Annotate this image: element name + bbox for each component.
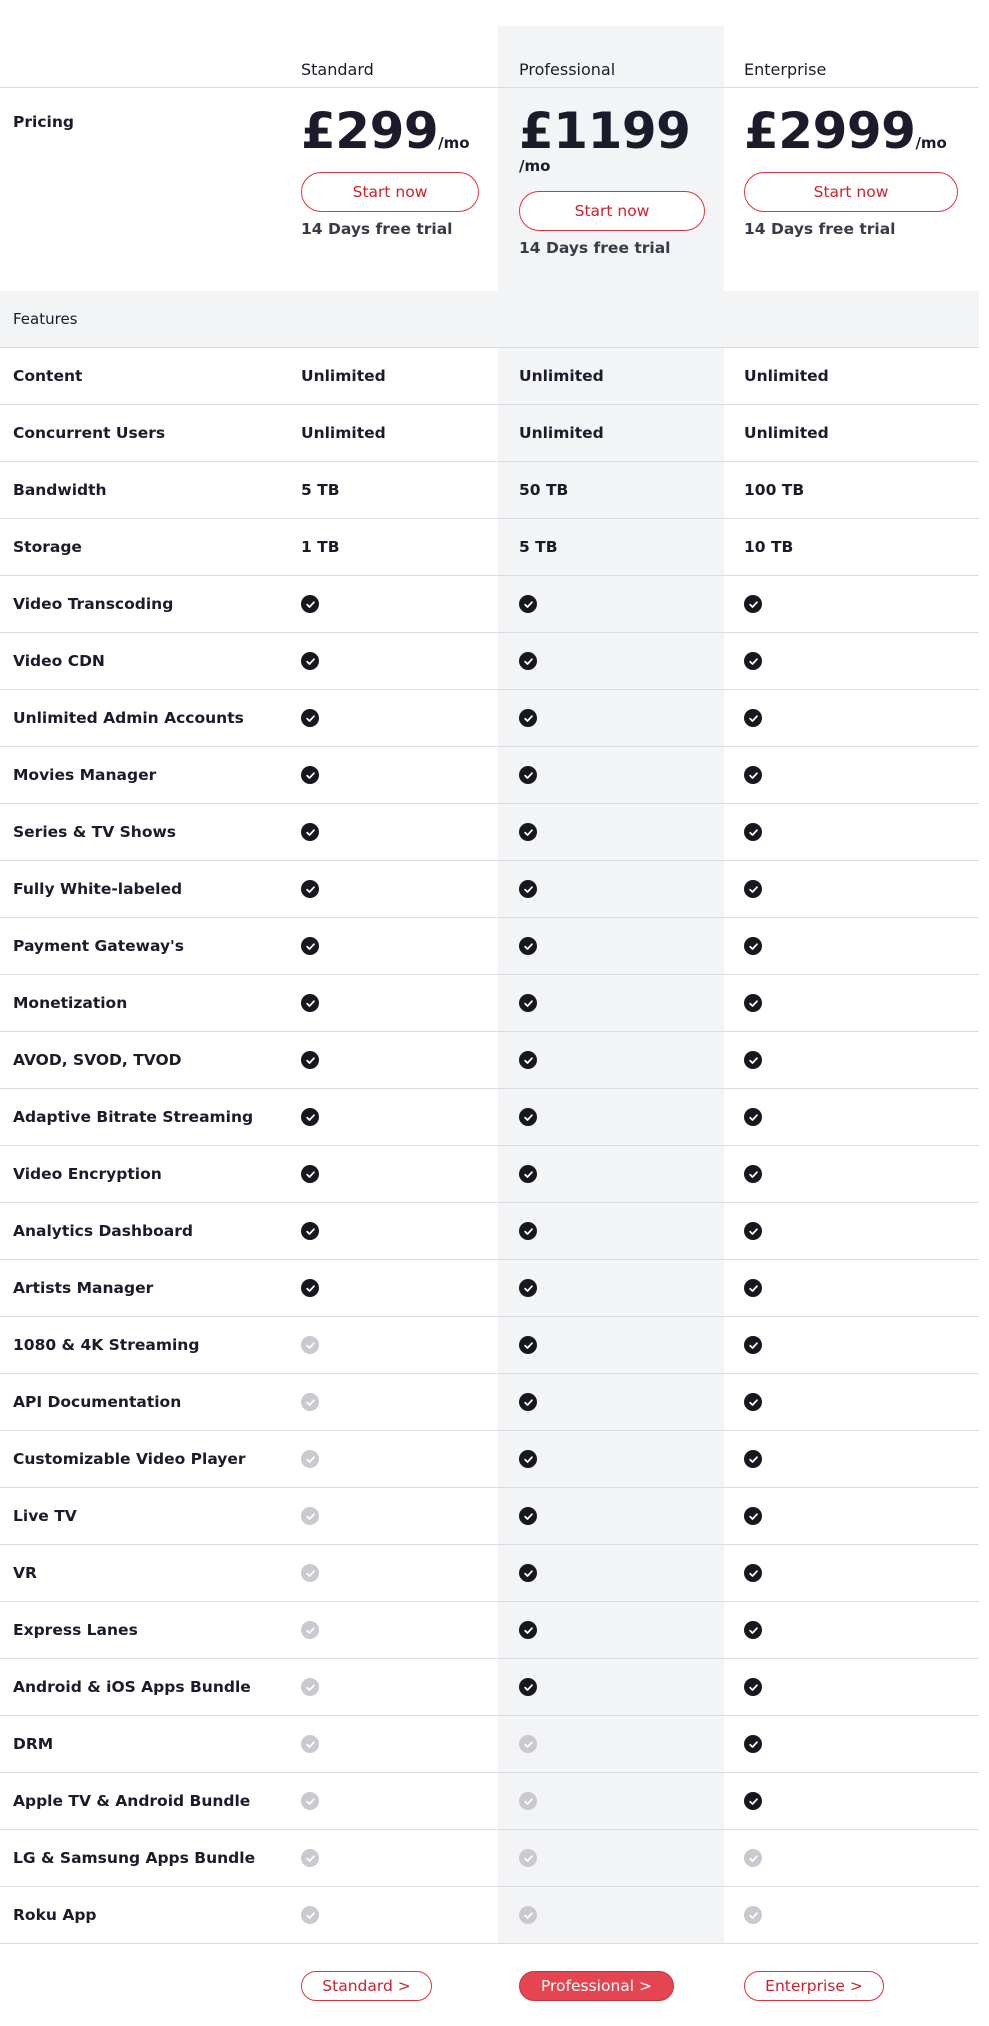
check-circle-icon xyxy=(744,1393,762,1411)
feature-label: LG & Samsung Apps Bundle xyxy=(13,1849,256,1867)
feature-cell-professional xyxy=(519,747,537,803)
check-circle-icon xyxy=(519,1450,537,1468)
feature-cell-enterprise xyxy=(744,1317,762,1373)
check-circle-icon xyxy=(744,1051,762,1069)
check-circle-icon xyxy=(744,1792,762,1810)
feature-cell-professional xyxy=(519,1545,537,1601)
feature-cell-standard xyxy=(301,1431,319,1487)
check-circle-icon xyxy=(744,709,762,727)
check-circle-disabled-icon xyxy=(301,1849,319,1867)
feature-label: Concurrent Users xyxy=(13,424,166,442)
feature-row xyxy=(0,1203,979,1260)
feature-label: Fully White-labeled xyxy=(13,880,183,898)
feature-row xyxy=(0,1146,979,1203)
features-section-header xyxy=(0,291,979,348)
feature-value-standard: 5 TB xyxy=(301,481,340,499)
plan-name-enterprise: Enterprise xyxy=(744,60,827,79)
feature-cell-standard xyxy=(301,1374,319,1430)
feature-value-professional: 50 TB xyxy=(519,481,569,499)
feature-label: DRM xyxy=(13,1735,54,1753)
check-circle-icon xyxy=(744,1165,762,1183)
feature-label: Monetization xyxy=(13,994,128,1012)
feature-row xyxy=(0,1887,979,1944)
check-circle-icon xyxy=(301,994,319,1012)
check-circle-disabled-icon xyxy=(301,1336,319,1354)
feature-cell-enterprise xyxy=(744,1032,762,1088)
feature-cell-professional xyxy=(519,1431,537,1487)
feature-row xyxy=(0,576,979,633)
feature-row xyxy=(0,1317,979,1374)
check-circle-disabled-icon xyxy=(744,1906,762,1924)
check-circle-icon xyxy=(519,880,537,898)
check-circle-icon xyxy=(519,652,537,670)
feature-label: Express Lanes xyxy=(13,1621,138,1639)
check-circle-disabled-icon xyxy=(301,1792,319,1810)
feature-cell-standard xyxy=(301,918,319,974)
feature-cell-professional xyxy=(519,1260,537,1316)
feature-cell-standard xyxy=(301,975,319,1031)
feature-cell-standard xyxy=(301,1488,319,1544)
feature-label: Video Encryption xyxy=(13,1165,162,1183)
feature-cell-standard xyxy=(301,1260,319,1316)
feature-row xyxy=(0,1602,979,1659)
features-label: Features xyxy=(13,310,78,328)
feature-row xyxy=(0,519,979,576)
feature-cell-standard xyxy=(301,1602,319,1658)
footer-standard-button[interactable]: Standard > xyxy=(301,1971,432,2001)
feature-label: Series & TV Shows xyxy=(13,823,177,841)
feature-cell-standard xyxy=(301,1887,319,1943)
feature-label: Roku App xyxy=(13,1906,97,1924)
feature-cell-standard xyxy=(301,804,319,860)
feature-cell-standard xyxy=(301,633,319,689)
check-circle-icon xyxy=(519,1678,537,1696)
feature-value-enterprise: 100 TB xyxy=(744,481,805,499)
feature-cell-standard xyxy=(301,1830,319,1886)
check-circle-icon xyxy=(519,994,537,1012)
feature-label: Apple TV & Android Bundle xyxy=(13,1792,251,1810)
feature-label: VR xyxy=(13,1564,37,1582)
price-period-professional: /mo xyxy=(519,157,551,175)
price-standard: £299 xyxy=(301,102,439,160)
check-circle-icon xyxy=(744,937,762,955)
feature-cell-professional xyxy=(519,1089,537,1145)
check-circle-icon xyxy=(744,1336,762,1354)
check-circle-icon xyxy=(744,823,762,841)
feature-cell-enterprise xyxy=(744,1659,762,1715)
feature-label: Storage xyxy=(13,538,82,556)
feature-row xyxy=(0,1089,979,1146)
feature-cell-standard xyxy=(301,1659,319,1715)
feature-row xyxy=(0,462,979,519)
feature-cell-enterprise xyxy=(744,804,762,860)
check-circle-icon xyxy=(301,1279,319,1297)
feature-cell-professional xyxy=(519,1773,537,1829)
feature-cell-enterprise xyxy=(744,975,762,1031)
check-circle-disabled-icon xyxy=(519,1906,537,1924)
check-circle-icon xyxy=(301,709,319,727)
check-circle-icon xyxy=(519,1051,537,1069)
feature-cell-enterprise xyxy=(744,1488,762,1544)
feature-cell-enterprise xyxy=(744,1716,762,1772)
feature-cell-professional xyxy=(519,1488,537,1544)
check-circle-icon xyxy=(301,1165,319,1183)
check-circle-icon xyxy=(301,1222,319,1240)
feature-row xyxy=(0,348,979,405)
check-circle-disabled-icon xyxy=(301,1906,319,1924)
start-now-button-professional[interactable]: Start now xyxy=(519,191,705,231)
check-circle-icon xyxy=(519,1279,537,1297)
feature-label: Video CDN xyxy=(13,652,105,670)
feature-label: Payment Gateway's xyxy=(13,937,185,955)
price-block-enterprise xyxy=(744,102,958,238)
check-circle-disabled-icon xyxy=(519,1735,537,1753)
price-block-standard xyxy=(301,102,479,238)
feature-cell-enterprise xyxy=(744,1887,762,1943)
feature-cell-professional xyxy=(519,576,537,632)
feature-cell-enterprise xyxy=(744,1773,762,1829)
check-circle-icon xyxy=(519,709,537,727)
check-circle-icon xyxy=(519,1621,537,1639)
check-circle-icon xyxy=(744,1678,762,1696)
feature-row xyxy=(0,1488,979,1545)
check-circle-icon xyxy=(744,1621,762,1639)
plan-name-standard: Standard xyxy=(301,60,374,79)
check-circle-disabled-icon xyxy=(301,1621,319,1639)
feature-cell-professional xyxy=(519,1146,537,1202)
feature-cell-professional xyxy=(519,1830,537,1886)
check-circle-icon xyxy=(744,994,762,1012)
feature-row xyxy=(0,690,979,747)
check-circle-icon xyxy=(301,1051,319,1069)
check-circle-icon xyxy=(744,1108,762,1126)
feature-cell-standard xyxy=(301,1773,319,1829)
check-circle-icon xyxy=(744,1564,762,1582)
feature-value-standard: Unlimited xyxy=(301,424,386,442)
feature-cell-professional xyxy=(519,1887,537,1943)
feature-cell-enterprise xyxy=(744,1545,762,1601)
feature-label: Unlimited Admin Accounts xyxy=(13,709,244,727)
feature-cell-professional xyxy=(519,690,537,746)
feature-row xyxy=(0,1659,979,1716)
feature-cell-enterprise xyxy=(744,1602,762,1658)
feature-label: Video Transcoding xyxy=(13,595,174,613)
check-circle-icon xyxy=(519,1108,537,1126)
check-circle-icon xyxy=(744,1507,762,1525)
feature-row xyxy=(0,1830,979,1887)
check-circle-disabled-icon xyxy=(744,1849,762,1867)
feature-cell-professional xyxy=(519,1203,537,1259)
footer-enterprise-button[interactable]: Enterprise > xyxy=(744,1971,884,2001)
feature-row xyxy=(0,1032,979,1089)
check-circle-icon xyxy=(744,766,762,784)
feature-value-professional: Unlimited xyxy=(519,424,604,442)
trial-note-standard: 14 Days free trial xyxy=(301,220,453,238)
feature-value-standard: Unlimited xyxy=(301,367,386,385)
feature-label: Artists Manager xyxy=(13,1279,154,1297)
start-now-button-enterprise[interactable]: Start now xyxy=(744,172,958,212)
feature-cell-professional xyxy=(519,1374,537,1430)
check-circle-icon xyxy=(519,1507,537,1525)
check-circle-disabled-icon xyxy=(301,1507,319,1525)
pricing-label: Pricing xyxy=(13,113,74,131)
feature-cell-standard xyxy=(301,1089,319,1145)
feature-label: Content xyxy=(13,367,83,385)
feature-row xyxy=(0,918,979,975)
feature-cell-standard xyxy=(301,1716,319,1772)
price-block-professional xyxy=(519,102,705,257)
price-professional: £1199 xyxy=(519,102,691,160)
check-circle-icon xyxy=(519,823,537,841)
feature-label: API Documentation xyxy=(13,1393,182,1411)
price-period-enterprise: /mo xyxy=(915,134,947,152)
check-circle-disabled-icon xyxy=(301,1450,319,1468)
feature-cell-professional xyxy=(519,1032,537,1088)
feature-cell-professional xyxy=(519,1659,537,1715)
check-circle-icon xyxy=(744,595,762,613)
feature-cell-enterprise xyxy=(744,1830,762,1886)
feature-row xyxy=(0,861,979,918)
feature-row xyxy=(0,1545,979,1602)
feature-label: Adaptive Bitrate Streaming xyxy=(13,1108,254,1126)
feature-cell-standard xyxy=(301,861,319,917)
feature-row xyxy=(0,633,979,690)
feature-cell-enterprise xyxy=(744,861,762,917)
check-circle-icon xyxy=(744,1279,762,1297)
feature-label: Bandwidth xyxy=(13,481,107,499)
feature-row xyxy=(0,1260,979,1317)
check-circle-disabled-icon xyxy=(519,1849,537,1867)
feature-cell-enterprise xyxy=(744,633,762,689)
feature-label: Customizable Video Player xyxy=(13,1450,246,1468)
check-circle-icon xyxy=(744,1450,762,1468)
price-period-standard: /mo xyxy=(438,134,470,152)
feature-cell-professional xyxy=(519,861,537,917)
check-circle-icon xyxy=(301,1108,319,1126)
check-circle-icon xyxy=(519,766,537,784)
feature-cell-professional xyxy=(519,804,537,860)
check-circle-icon xyxy=(744,652,762,670)
feature-label: AVOD, SVOD, TVOD xyxy=(13,1051,182,1069)
feature-cell-professional xyxy=(519,1602,537,1658)
check-circle-icon xyxy=(519,595,537,613)
feature-value-enterprise: Unlimited xyxy=(744,424,829,442)
check-circle-disabled-icon xyxy=(301,1393,319,1411)
feature-cell-standard xyxy=(301,747,319,803)
feature-cell-enterprise xyxy=(744,1146,762,1202)
feature-value-enterprise: Unlimited xyxy=(744,367,829,385)
feature-cell-standard xyxy=(301,1545,319,1601)
check-circle-icon xyxy=(744,880,762,898)
feature-cell-standard xyxy=(301,1146,319,1202)
footer-professional-button[interactable]: Professional > xyxy=(519,1971,674,2001)
start-now-button-standard[interactable]: Start now xyxy=(301,172,479,212)
trial-note-professional: 14 Days free trial xyxy=(519,239,671,257)
feature-cell-enterprise xyxy=(744,918,762,974)
check-circle-icon xyxy=(519,1393,537,1411)
feature-cell-enterprise xyxy=(744,1089,762,1145)
feature-cell-professional xyxy=(519,1716,537,1772)
feature-label: 1080 & 4K Streaming xyxy=(13,1336,200,1354)
feature-row xyxy=(0,804,979,861)
feature-value-standard: 1 TB xyxy=(301,538,340,556)
check-circle-icon xyxy=(744,1735,762,1753)
feature-row xyxy=(0,1773,979,1830)
feature-cell-professional xyxy=(519,1317,537,1373)
check-circle-icon xyxy=(744,1222,762,1240)
feature-cell-standard xyxy=(301,576,319,632)
feature-label: Live TV xyxy=(13,1507,77,1525)
check-circle-icon xyxy=(301,766,319,784)
check-circle-icon xyxy=(301,880,319,898)
feature-cell-enterprise xyxy=(744,747,762,803)
check-circle-disabled-icon xyxy=(301,1564,319,1582)
check-circle-icon xyxy=(301,652,319,670)
check-circle-icon xyxy=(519,1336,537,1354)
feature-cell-enterprise xyxy=(744,1431,762,1487)
feature-value-professional: 5 TB xyxy=(519,538,558,556)
pricing-row xyxy=(0,88,979,291)
check-circle-icon xyxy=(519,937,537,955)
check-circle-disabled-icon xyxy=(301,1678,319,1696)
feature-row xyxy=(0,405,979,462)
price-enterprise: £2999 xyxy=(744,102,916,160)
feature-cell-enterprise xyxy=(744,1260,762,1316)
check-circle-icon xyxy=(301,595,319,613)
check-circle-icon xyxy=(301,937,319,955)
feature-cell-enterprise xyxy=(744,576,762,632)
feature-cell-professional xyxy=(519,918,537,974)
feature-row xyxy=(0,747,979,804)
check-circle-icon xyxy=(519,1222,537,1240)
feature-value-enterprise: 10 TB xyxy=(744,538,794,556)
feature-cell-enterprise xyxy=(744,690,762,746)
plan-header-row xyxy=(0,0,979,88)
feature-row xyxy=(0,975,979,1032)
check-circle-icon xyxy=(301,823,319,841)
feature-label: Android & iOS Apps Bundle xyxy=(13,1678,251,1696)
plan-name-professional: Professional xyxy=(519,60,616,79)
feature-cell-standard xyxy=(301,1203,319,1259)
feature-cell-enterprise xyxy=(744,1203,762,1259)
check-circle-disabled-icon xyxy=(519,1792,537,1810)
feature-cell-standard xyxy=(301,1317,319,1373)
check-circle-disabled-icon xyxy=(301,1735,319,1753)
feature-row xyxy=(0,1431,979,1488)
feature-cell-professional xyxy=(519,975,537,1031)
feature-cell-standard xyxy=(301,690,319,746)
feature-row xyxy=(0,1716,979,1773)
feature-label: Analytics Dashboard xyxy=(13,1222,193,1240)
trial-note-enterprise: 14 Days free trial xyxy=(744,220,896,238)
feature-cell-standard xyxy=(301,1032,319,1088)
feature-cell-professional xyxy=(519,633,537,689)
feature-value-professional: Unlimited xyxy=(519,367,604,385)
check-circle-icon xyxy=(519,1165,537,1183)
feature-cell-enterprise xyxy=(744,1374,762,1430)
feature-label: Movies Manager xyxy=(13,766,157,784)
check-circle-icon xyxy=(519,1564,537,1582)
feature-row xyxy=(0,1374,979,1431)
